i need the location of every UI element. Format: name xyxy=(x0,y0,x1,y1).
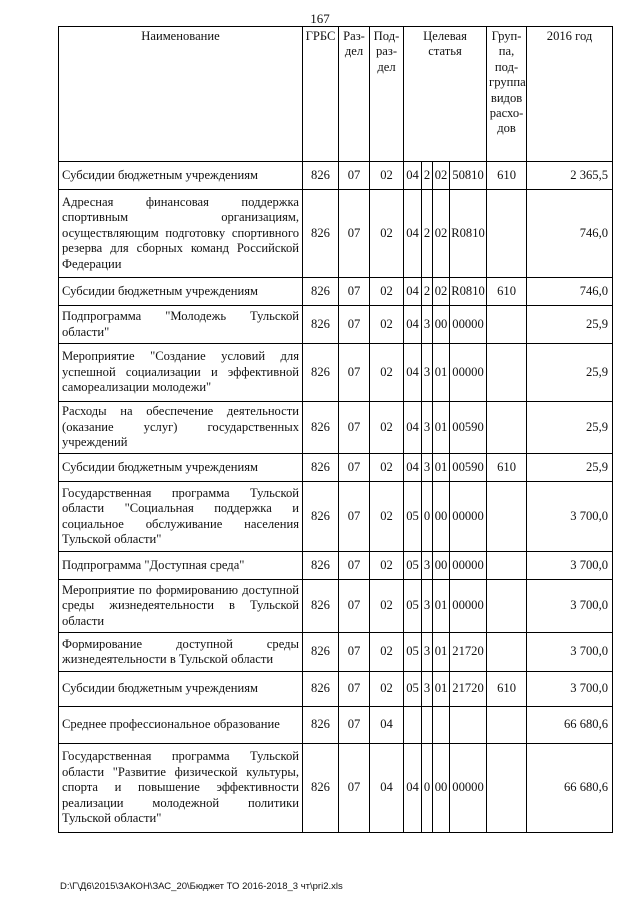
row-program-cell: 04 xyxy=(404,744,422,833)
row-subsection-cell: 02 xyxy=(370,162,404,190)
row-program-cell: 04 xyxy=(404,454,422,482)
row-name-cell: Мероприятие по формированию доступной среды жизнедеятельности в Тульской области xyxy=(59,580,303,633)
row-event-cell: 00 xyxy=(433,744,450,833)
row-name-cell: Субсидии бюджетным учреждениям xyxy=(59,278,303,306)
table-row xyxy=(59,306,613,344)
row-subprogram-cell: 3 xyxy=(422,672,433,707)
row-direction-cell: 00590 xyxy=(450,402,487,454)
row-grbs-cell: 826 xyxy=(303,190,339,278)
row-subsection-cell: 02 xyxy=(370,454,404,482)
row-section-cell: 07 xyxy=(339,633,370,672)
row-grbs-cell: 826 xyxy=(303,580,339,633)
row-program-cell: 04 xyxy=(404,190,422,278)
row-grbs-cell: 826 xyxy=(303,402,339,454)
row-direction-cell: 00000 xyxy=(450,306,487,344)
row-amount-cell: 3 700,0 xyxy=(527,482,613,552)
row-name-cell: Среднее профессиональное образование xyxy=(59,707,303,744)
row-name-cell: Государственная программа Тульской области "Социальная поддержка и социальное обслуживание населения Тульской области" xyxy=(59,482,303,552)
row-name-cell: Расходы на обеспечение деятельности (оказание услуг) государственных учреждений xyxy=(59,402,303,454)
table-row xyxy=(59,454,613,482)
row-name-cell: Формирование доступной среды жизнедеятельности в Тульской области xyxy=(59,633,303,672)
row-expense-group-cell xyxy=(487,744,527,833)
header-expense-group: Груп- па, под- группа видов расхо- дов xyxy=(487,27,527,162)
row-subsection-cell: 02 xyxy=(370,552,404,580)
row-event-cell: 00 xyxy=(433,552,450,580)
row-subprogram-cell: 0 xyxy=(422,744,433,833)
row-direction-cell: 00000 xyxy=(450,744,487,833)
row-grbs-cell: 826 xyxy=(303,633,339,672)
row-section-cell: 07 xyxy=(339,402,370,454)
row-section-cell: 07 xyxy=(339,190,370,278)
row-section-cell: 07 xyxy=(339,482,370,552)
row-amount-cell: 25,9 xyxy=(527,344,613,402)
row-subsection-cell: 02 xyxy=(370,402,404,454)
row-expense-group-cell xyxy=(487,552,527,580)
row-event-cell: 01 xyxy=(433,580,450,633)
header-grbs: ГРБС xyxy=(303,27,339,162)
row-program-cell: 05 xyxy=(404,672,422,707)
row-expense-group-cell xyxy=(487,633,527,672)
row-amount-cell: 746,0 xyxy=(527,278,613,306)
row-amount-cell: 25,9 xyxy=(527,306,613,344)
row-grbs-cell: 826 xyxy=(303,278,339,306)
table-row xyxy=(59,580,613,633)
row-name-cell: Подпрограмма "Молодежь Тульской области" xyxy=(59,306,303,344)
row-amount-cell: 2 365,5 xyxy=(527,162,613,190)
row-direction-cell: R0810 xyxy=(450,278,487,306)
row-amount-cell: 25,9 xyxy=(527,454,613,482)
row-direction-cell: 21720 xyxy=(450,672,487,707)
table-row xyxy=(59,344,613,402)
header-subsection: Под- раз- дел xyxy=(370,27,404,162)
row-section-cell: 07 xyxy=(339,672,370,707)
row-section-cell: 07 xyxy=(339,344,370,402)
row-subsection-cell: 02 xyxy=(370,580,404,633)
row-subprogram-cell: 2 xyxy=(422,278,433,306)
row-section-cell: 07 xyxy=(339,580,370,633)
table-row xyxy=(59,402,613,454)
row-direction-cell: 21720 xyxy=(450,633,487,672)
row-section-cell: 07 xyxy=(339,552,370,580)
row-event-cell: 02 xyxy=(433,278,450,306)
row-section-cell: 07 xyxy=(339,162,370,190)
row-event-cell: 01 xyxy=(433,633,450,672)
row-event-cell: 00 xyxy=(433,482,450,552)
row-event-cell: 01 xyxy=(433,672,450,707)
row-event-cell: 01 xyxy=(433,402,450,454)
row-event-cell: 02 xyxy=(433,162,450,190)
row-subprogram-cell: 3 xyxy=(422,402,433,454)
row-grbs-cell: 826 xyxy=(303,744,339,833)
row-expense-group-cell xyxy=(487,482,527,552)
footer-file-path: D:\Г\Д6\2015\ЗАКОН\ЗАС_20\Бюджет ТО 2016-2018_3 чт\pri2.xls xyxy=(60,881,343,892)
row-amount-cell: 25,9 xyxy=(527,402,613,454)
row-name-cell: Субсидии бюджетным учреждениям xyxy=(59,454,303,482)
row-program-cell: 04 xyxy=(404,278,422,306)
budget-table xyxy=(58,26,613,833)
row-event-cell: 00 xyxy=(433,306,450,344)
row-subprogram-cell: 0 xyxy=(422,482,433,552)
table-row xyxy=(59,278,613,306)
row-direction-cell xyxy=(450,707,487,744)
row-direction-cell: 00590 xyxy=(450,454,487,482)
row-grbs-cell: 826 xyxy=(303,162,339,190)
row-program-cell: 05 xyxy=(404,633,422,672)
row-name-cell: Государственная программа Тульской области "Развитие физической культуры, спорта и повышение эффективности реализации молодежной политики Тульской области" xyxy=(59,744,303,833)
row-name-cell: Подпрограмма "Доступная среда" xyxy=(59,552,303,580)
row-section-cell: 07 xyxy=(339,454,370,482)
row-amount-cell: 3 700,0 xyxy=(527,580,613,633)
row-expense-group-cell xyxy=(487,402,527,454)
row-program-cell: 05 xyxy=(404,580,422,633)
row-expense-group-cell xyxy=(487,707,527,744)
row-direction-cell: 00000 xyxy=(450,580,487,633)
row-direction-cell: 00000 xyxy=(450,552,487,580)
row-subprogram-cell: 2 xyxy=(422,190,433,278)
table-row xyxy=(59,162,613,190)
table-row xyxy=(59,190,613,278)
row-program-cell: 05 xyxy=(404,482,422,552)
header-section: Раз- дел xyxy=(339,27,370,162)
header-target-article: Целевая статья xyxy=(404,27,487,162)
row-grbs-cell: 826 xyxy=(303,482,339,552)
row-expense-group-cell xyxy=(487,580,527,633)
row-program-cell: 05 xyxy=(404,552,422,580)
row-subsection-cell: 02 xyxy=(370,482,404,552)
row-subsection-cell: 02 xyxy=(370,190,404,278)
header-name: Наименование xyxy=(59,27,303,162)
row-program-cell: 04 xyxy=(404,344,422,402)
row-subprogram-cell: 3 xyxy=(422,454,433,482)
row-program-cell: 04 xyxy=(404,162,422,190)
row-grbs-cell: 826 xyxy=(303,454,339,482)
row-subsection-cell: 02 xyxy=(370,306,404,344)
row-amount-cell: 746,0 xyxy=(527,190,613,278)
row-name-cell: Адресная финансовая поддержка спортивным организациям, осуществляющим подготовку спортивного резерва для сборных команд Российской Федерации xyxy=(59,190,303,278)
row-subsection-cell: 02 xyxy=(370,633,404,672)
row-program-cell: 04 xyxy=(404,306,422,344)
row-subprogram-cell xyxy=(422,707,433,744)
table-body xyxy=(59,162,613,833)
row-direction-cell: 00000 xyxy=(450,344,487,402)
page-number: 167 xyxy=(310,11,330,26)
row-expense-group-cell xyxy=(487,190,527,278)
row-amount-cell: 3 700,0 xyxy=(527,552,613,580)
row-amount-cell: 3 700,0 xyxy=(527,672,613,707)
row-program-cell xyxy=(404,707,422,744)
header-row xyxy=(59,27,613,162)
row-event-cell: 01 xyxy=(433,454,450,482)
row-direction-cell: R0810 xyxy=(450,190,487,278)
table-row xyxy=(59,707,613,744)
row-expense-group-cell xyxy=(487,344,527,402)
row-grbs-cell: 826 xyxy=(303,306,339,344)
row-name-cell: Субсидии бюджетным учреждениям xyxy=(59,162,303,190)
row-subsection-cell: 04 xyxy=(370,707,404,744)
table-row xyxy=(59,744,613,833)
row-expense-group-cell xyxy=(487,306,527,344)
row-subsection-cell: 04 xyxy=(370,744,404,833)
row-event-cell xyxy=(433,707,450,744)
row-subprogram-cell: 3 xyxy=(422,552,433,580)
row-subprogram-cell: 3 xyxy=(422,633,433,672)
row-event-cell: 01 xyxy=(433,344,450,402)
table-row xyxy=(59,482,613,552)
table-row xyxy=(59,552,613,580)
row-amount-cell: 66 680,6 xyxy=(527,744,613,833)
row-expense-group-cell: 610 xyxy=(487,672,527,707)
row-section-cell: 07 xyxy=(339,278,370,306)
row-expense-group-cell: 610 xyxy=(487,454,527,482)
row-section-cell: 07 xyxy=(339,707,370,744)
row-section-cell: 07 xyxy=(339,744,370,833)
row-subsection-cell: 02 xyxy=(370,672,404,707)
row-subsection-cell: 02 xyxy=(370,344,404,402)
row-grbs-cell: 826 xyxy=(303,344,339,402)
row-grbs-cell: 826 xyxy=(303,552,339,580)
row-amount-cell: 3 700,0 xyxy=(527,633,613,672)
row-subprogram-cell: 3 xyxy=(422,344,433,402)
row-expense-group-cell: 610 xyxy=(487,162,527,190)
row-amount-cell: 66 680,6 xyxy=(527,707,613,744)
row-name-cell: Субсидии бюджетным учреждениям xyxy=(59,672,303,707)
table-row xyxy=(59,633,613,672)
row-subprogram-cell: 2 xyxy=(422,162,433,190)
row-subprogram-cell: 3 xyxy=(422,580,433,633)
row-grbs-cell: 826 xyxy=(303,707,339,744)
row-section-cell: 07 xyxy=(339,306,370,344)
header-year: 2016 год xyxy=(527,27,613,162)
table-row xyxy=(59,672,613,707)
row-expense-group-cell: 610 xyxy=(487,278,527,306)
row-program-cell: 04 xyxy=(404,402,422,454)
row-event-cell: 02 xyxy=(433,190,450,278)
row-direction-cell: 50810 xyxy=(450,162,487,190)
row-name-cell: Мероприятие "Создание условий для успешной социализации и эффективной самореализации молодежи" xyxy=(59,344,303,402)
row-grbs-cell: 826 xyxy=(303,672,339,707)
row-subsection-cell: 02 xyxy=(370,278,404,306)
row-direction-cell: 00000 xyxy=(450,482,487,552)
row-subprogram-cell: 3 xyxy=(422,306,433,344)
